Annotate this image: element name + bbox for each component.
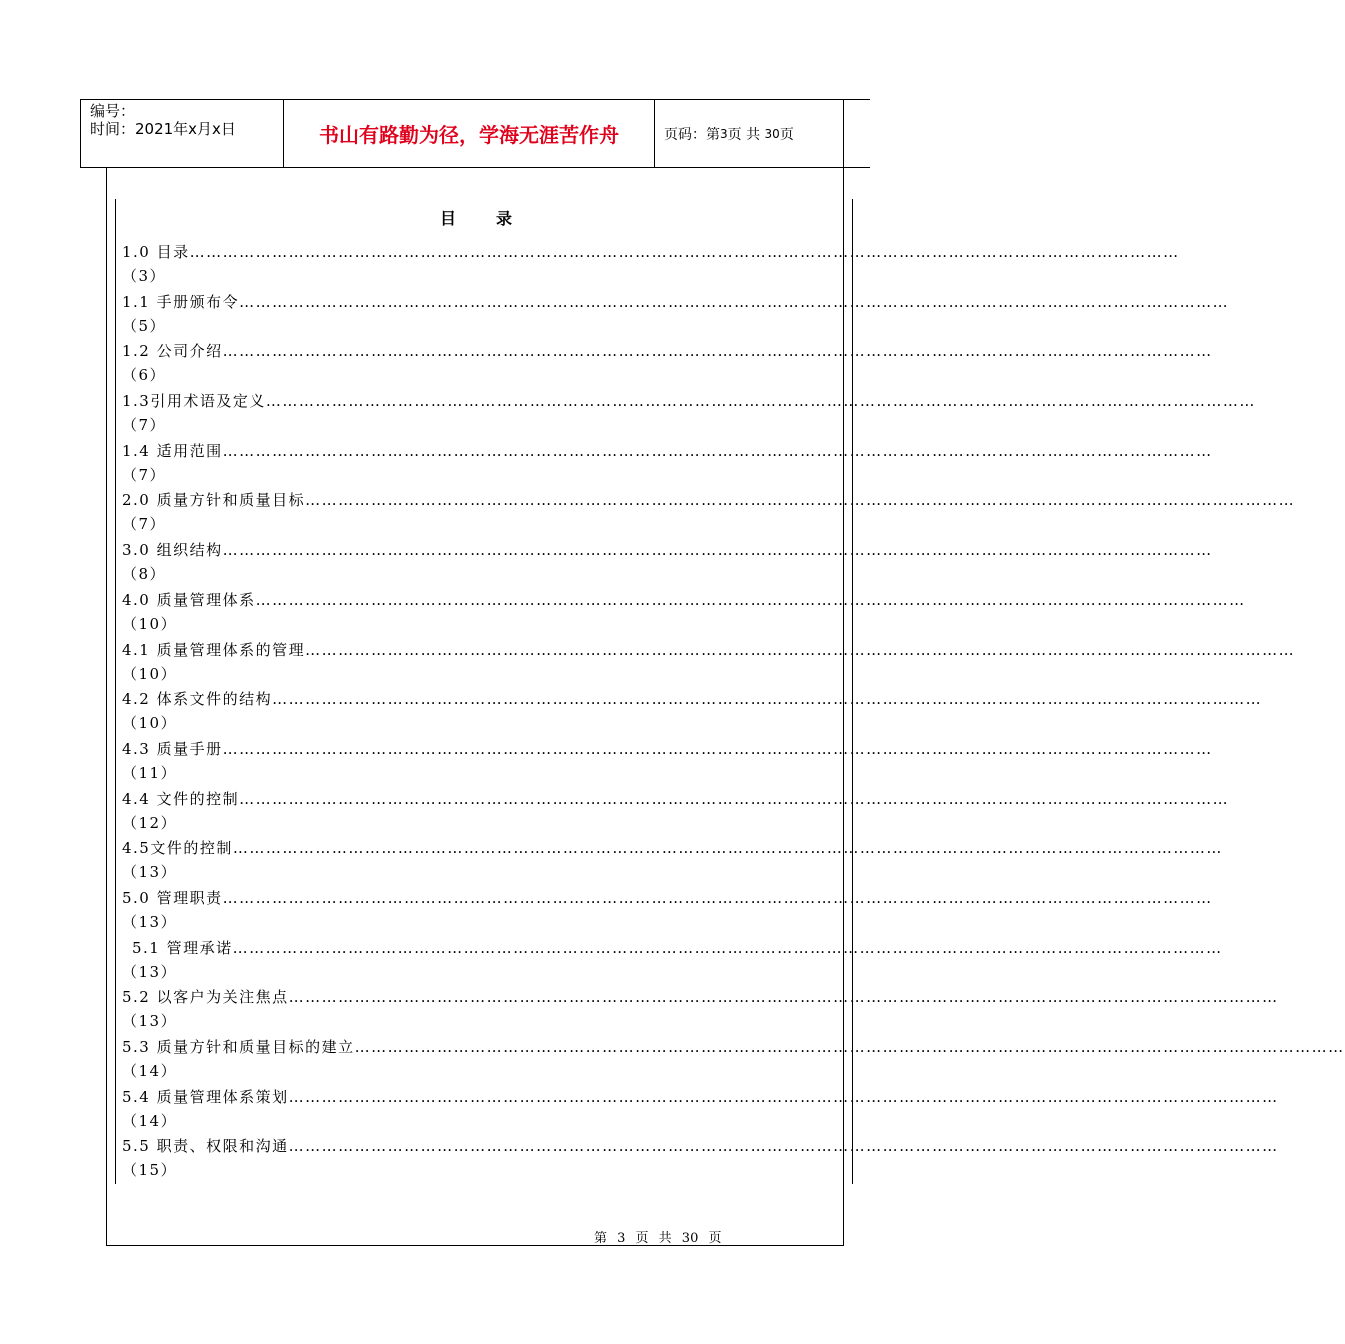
- header-page-info: [664, 100, 794, 167]
- toc-item-page: （10）: [122, 664, 178, 683]
- toc-item-label: 3.0 组织结构………………………………………………………………………………………………………………………………………………………………: [122, 541, 1213, 560]
- toc-item[interactable]: [122, 836, 1223, 886]
- header-left-border: [80, 99, 81, 167]
- page-prefix: 页码：第: [664, 126, 720, 143]
- toc-item-label: 1.2 公司介绍………………………………………………………………………………………………………………………………………………………………: [122, 342, 1213, 361]
- toc-item-page: （7）: [122, 515, 167, 534]
- toc-list: [122, 240, 1345, 1184]
- page-mid: 页 共: [727, 126, 761, 143]
- toc-item-label: 1.3引用术语及定义………………………………………………………………………………………………………………………………………………………………: [122, 392, 1256, 411]
- toc-item-page: （13）: [122, 912, 178, 931]
- toc-item[interactable]: [122, 985, 1279, 1035]
- toc-item[interactable]: [122, 240, 1180, 290]
- toc-item-page: （3）: [122, 267, 167, 285]
- toc-item-page: （6）: [122, 366, 167, 385]
- toc-item-page: （14）: [122, 1062, 178, 1080]
- toc-item-label: 4.4 文件的控制………………………………………………………………………………………………………………………………………………………………: [122, 789, 1230, 808]
- page-current: 3: [720, 126, 728, 141]
- header-bottom-rule: [80, 167, 870, 168]
- toc-item-page: （7）: [122, 465, 167, 484]
- toc-item[interactable]: [122, 588, 1246, 638]
- toc-item-page: （12）: [122, 813, 178, 832]
- header-divider-3: [843, 99, 844, 167]
- toc-item-label: 5.0 管理职责………………………………………………………………………………………………………………………………………………………………: [122, 888, 1213, 907]
- toc-item[interactable]: [122, 538, 1213, 588]
- header-meta: [90, 102, 236, 138]
- toc-item-label: 5.4 质量管理体系策划………………………………………………………………………………………………………………………………………………………………: [122, 1087, 1279, 1106]
- toc-item-label: 2.0 质量方针和质量目标………………………………………………………………………………………………………………………………………………………………: [122, 491, 1296, 510]
- toc-item-label: 4.2 体系文件的结构………………………………………………………………………………………………………………………………………………………………: [122, 690, 1263, 709]
- document-number-label: 编号：: [90, 102, 136, 120]
- toc-item[interactable]: [122, 439, 1213, 489]
- toc-item[interactable]: [122, 886, 1213, 936]
- toc-item-label: 4.1 质量管理体系的管理………………………………………………………………………………………………………………………………………………………………: [122, 640, 1296, 659]
- toc-item[interactable]: [122, 687, 1263, 737]
- inner-left-border: [115, 199, 116, 1184]
- toc-item-page: （10）: [122, 714, 178, 733]
- toc-item-label: 1.0 目录………………………………………………………………………………………………………………………………………………………………: [122, 243, 1180, 261]
- toc-item[interactable]: [122, 737, 1213, 787]
- toc-item-page: （10）: [122, 614, 178, 633]
- document-time: 时间：2021年x月x日: [90, 120, 236, 138]
- frame-left-border: [106, 167, 107, 1246]
- toc-item-page: （13）: [122, 962, 178, 981]
- toc-item-label: 4.0 质量管理体系………………………………………………………………………………………………………………………………………………………………: [122, 590, 1246, 609]
- toc-item[interactable]: [122, 488, 1296, 538]
- toc-item-page: （15）: [122, 1161, 178, 1180]
- toc-item-page: （5）: [122, 316, 167, 335]
- toc-item[interactable]: [122, 339, 1213, 389]
- toc-item-page: （13）: [122, 1012, 178, 1031]
- toc-item[interactable]: [122, 1134, 1279, 1184]
- toc-item-page: （7）: [122, 416, 167, 435]
- toc-item[interactable]: [122, 389, 1256, 439]
- toc-item-label: 1.1 手册颁布令………………………………………………………………………………………………………………………………………………………………: [122, 292, 1230, 311]
- toc-item-label: 5.2 以客户为关注焦点………………………………………………………………………………………………………………………………………………………………: [122, 988, 1279, 1007]
- toc-item-page: （8）: [122, 565, 167, 584]
- toc-item-page: （14）: [122, 1111, 178, 1130]
- toc-item[interactable]: [122, 290, 1230, 340]
- header-divider-2: [654, 99, 655, 167]
- toc-item[interactable]: [122, 787, 1230, 837]
- page-total: 30: [764, 126, 780, 141]
- frame-bottom-border: [106, 1245, 844, 1246]
- toc-item-label: 4.3 质量手册………………………………………………………………………………………………………………………………………………………………: [122, 739, 1213, 758]
- toc-item-label: 5.1 管理承诺………………………………………………………………………………………………………………………………………………………………: [132, 938, 1223, 957]
- toc-item[interactable]: [122, 638, 1296, 688]
- toc-item-label: 1.4 适用范围………………………………………………………………………………………………………………………………………………………………: [122, 441, 1213, 460]
- toc-item-label: 5.3 质量方针和质量目标的建立………………………………………………………………………………………………………………………………………………………………: [122, 1038, 1345, 1056]
- toc-item[interactable]: [122, 1035, 1345, 1085]
- toc-item-page: （11）: [122, 763, 178, 782]
- header-motto: 书山有路勤为径，学海无涯苦作舟: [319, 123, 619, 147]
- toc-item-label: 5.5 职责、权限和沟通………………………………………………………………………………………………………………………………………………………………: [122, 1137, 1279, 1156]
- page-suffix: 页: [779, 126, 794, 143]
- toc-title: 目录: [440, 209, 553, 228]
- toc-item-label: 4.5文件的控制………………………………………………………………………………………………………………………………………………………………: [122, 839, 1223, 858]
- page-footer: 第 3 页 共 30 页: [594, 1231, 722, 1246]
- toc-item-page: （13）: [122, 863, 178, 882]
- toc-item[interactable]: [122, 936, 1223, 986]
- toc-item[interactable]: [122, 1085, 1279, 1135]
